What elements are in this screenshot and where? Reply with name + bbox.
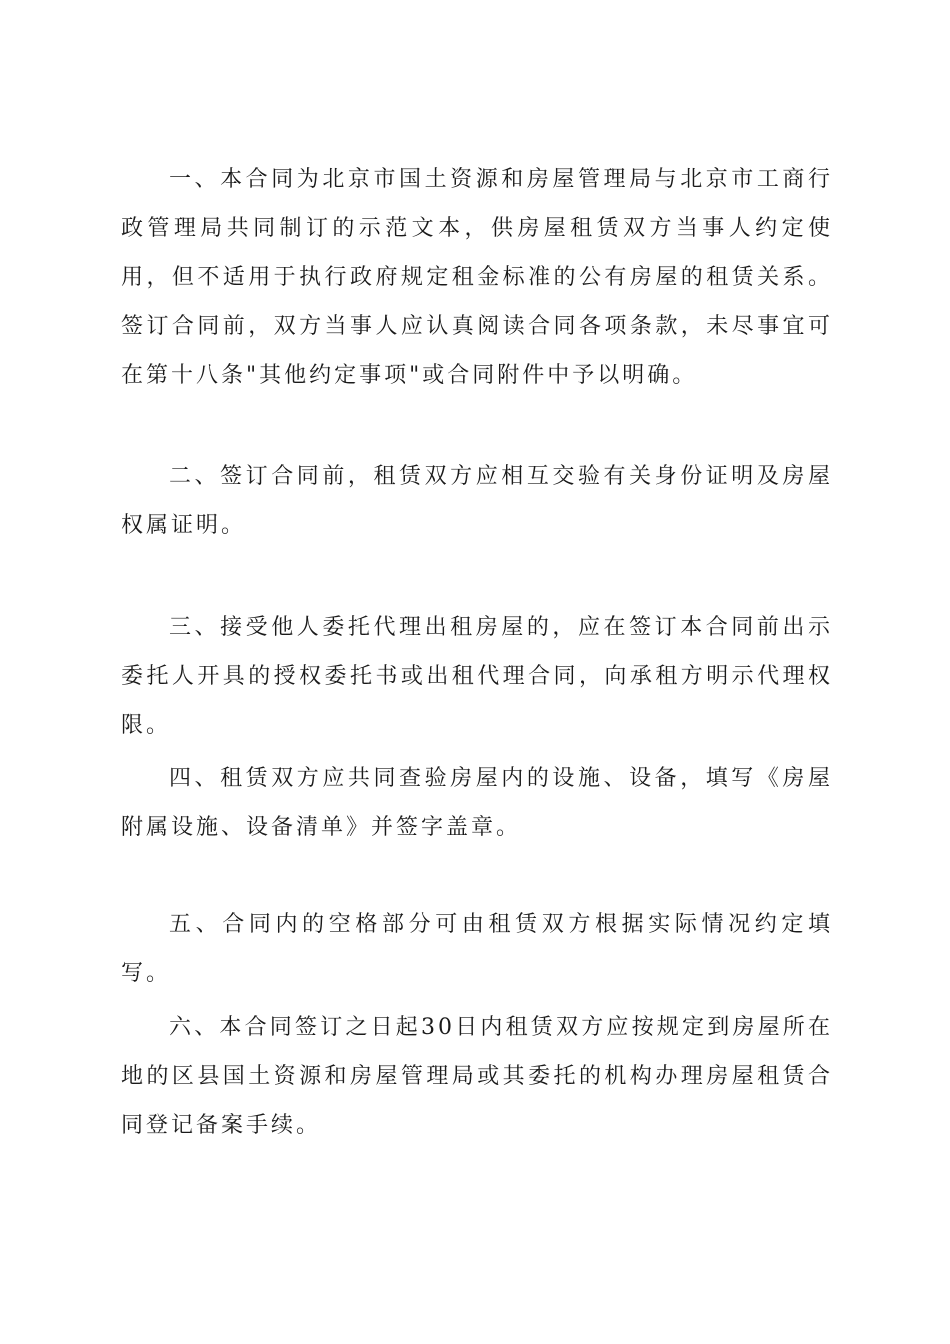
paragraph-2: 二、签订合同前，租赁双方应相互交验有关身份证明及房屋权属证明。 xyxy=(121,464,833,538)
paragraph-3: 三、接受他人委托代理出租房屋的，应在签订本合同前出示委托人开具的授权委托书或出租代理合同，向承租方明示代理权限。 xyxy=(121,615,833,738)
paragraph-4: 四、租赁双方应共同查验房屋内的设施、设备，填写《房屋附属设施、设备清单》并签字盖章。 xyxy=(121,766,833,840)
paragraph-6: 六、本合同签订之日起30日内租赁双方应按规定到房屋所在地的区县国土资源和房屋管理局或其委托的机构办理房屋租赁合同登记备案手续。 xyxy=(121,1015,833,1138)
paragraph-5: 五、合同内的空格部分可由租赁双方根据实际情况约定填写。 xyxy=(121,912,833,986)
paragraph-1: 一、本合同为北京市国土资源和房屋管理局与北京市工商行政管理局共同制订的示范文本，供房屋租赁双方当事人约定使用，但不适用于执行政府规定租金标准的公有房屋的租赁关系。签订合同前，双方当事人应认真阅读合同各项条款，未尽事宜可在第十八条"其他约定事项"或合同附件中予以明确。 xyxy=(121,167,833,388)
